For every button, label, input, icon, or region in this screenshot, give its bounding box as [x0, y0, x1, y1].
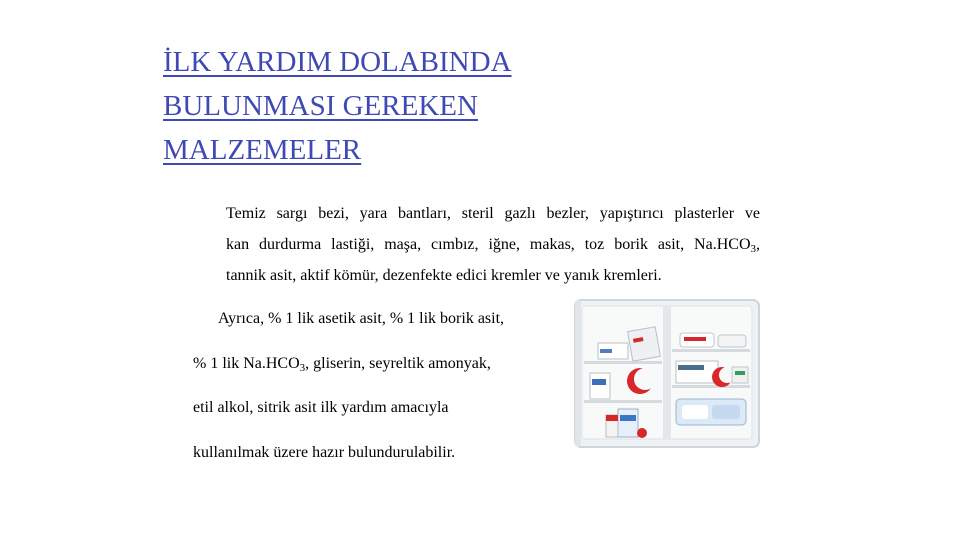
- title-line-1: İLK YARDIM DOLABINDA: [163, 46, 512, 78]
- additional-line-3: etil alkol, sitrik asit ilk yardım amacıyla: [193, 399, 449, 416]
- additional-paragraph: [193, 304, 563, 482]
- first-aid-cabinet-image: [572, 297, 762, 450]
- supplies-line-2: [193, 229, 760, 260]
- supplies-line-1: Temiz sargı bezi, yara bantları, steril gazlı bezler, yapıştırıcı plasterler ve: [226, 205, 760, 222]
- slide-title: [163, 40, 603, 172]
- title-line-2: BULUNMASI GEREKEN: [163, 90, 478, 122]
- additional-line-2-text: % 1 lik Na.HCO: [193, 354, 300, 372]
- supplies-line-2-text: kan durdurma lastiği, maşa, cımbız, iğne, makas, toz borik asit, Na.HCO: [226, 236, 751, 253]
- additional-line-2: [193, 349, 563, 394]
- additional-line-2-end: , gliserin, seyreltik amonyak,: [305, 354, 491, 372]
- additional-line-1: Ayrıca, % 1 lik asetik asit, % 1 lik borik asit,: [218, 310, 505, 327]
- supplies-paragraph: [193, 198, 760, 291]
- supplies-line-2-end: ,: [756, 236, 760, 253]
- title-line-3: MALZEMELER: [163, 134, 362, 166]
- additional-line-4: kullanılmak üzere hazır bulundurulabilir.: [193, 443, 456, 461]
- supplies-line-3: tannik asit, aktif kömür, dezenfekte edici kremler ve yanık kremleri.: [226, 267, 662, 284]
- subscript-3: 3: [299, 361, 306, 374]
- subscript-3: 3: [750, 243, 756, 255]
